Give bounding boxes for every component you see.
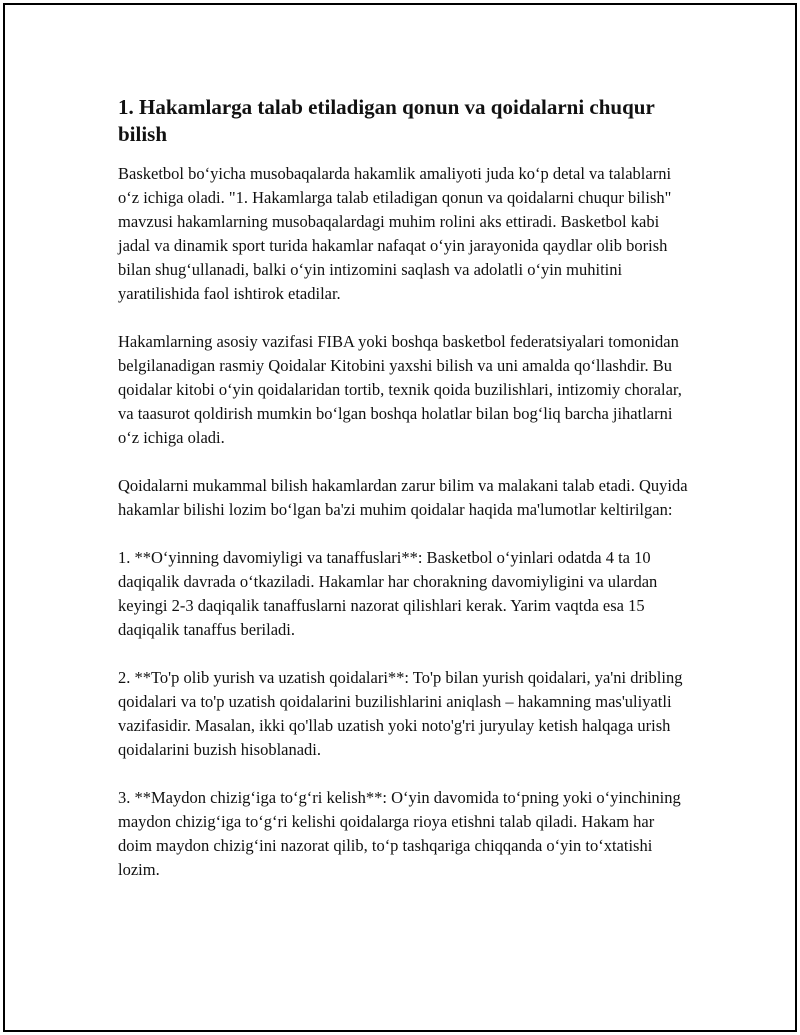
paragraph-rule-2: 2. **To'p olib yurish va uzatish qoidalari**: To'p bilan yurish qoidalari, ya'ni dribling qoidalari va to'p uzatish qoidalarini buzilishlarini aniqlash – hakamning mas'uliyatli vazifasidir. Masalan, ikki qo'llab uzatish yoki noto'g'ri juryulay ketish halqaga urish qoidalarini buzish hisoblanadi. (118, 668, 683, 759)
paragraph-rules-knowledge: Qoidalarni mukammal bilish hakamlardan zarur bilim va malakani talab etadi. Quyida hakamlar bilishi lozim bo‘lgan ba'zi muhim qoidalar haqida ma'lumotlar keltirilgan: (118, 476, 688, 519)
paragraph-rule-3: 3. **Maydon chizig‘iga to‘g‘ri kelish**: O‘yin davomida to‘pning yoki o‘yinchining maydon chizig‘iga to‘g‘ri kelishi qoidalarga rioya etishni talab qiladi. Hakam har doim maydon chizig‘ini nazorat qilib, to‘p tashqariga chiqqanda o‘yin to‘xtatishi lozim. (118, 788, 681, 879)
paragraph-intro: Basketbol bo‘yicha musobaqalarda hakamlik amaliyoti juda ko‘p detal va talablarni o‘z ichiga oladi. "1. Hakamlarga talab etiladigan qonun va qoidalarni chuqur bilish" mavzusi hakamlarning musobaqalardagi muhim rolini aks ettiradi. Basketbol kabi jadal va dinamik sport turida hakamlar nafaqat o‘yin jarayonida qaydlar olib borish bilan shug‘ullanadi, balki o‘yin intizomini saqlash va adolatli o‘yin muhitini yaratilishida faol ishtirok etadilar. (118, 164, 672, 303)
paragraph-main-duty: Hakamlarning asosiy vazifasi FIBA yoki boshqa basketbol federatsiyalari tomonidan belgilanadigan rasmiy Qoidalar Kitobini yaxshi bilish va uni amalda qo‘llashdir. Bu qoidalar kitobi o‘yin qoidalaridan tortib, texnik qoida buzilishlari, intizomiy choralar, va taasurot qoldirish mumkin bo‘lgan boshqa holatlar bilan bog‘liq barcha jihatlarni o‘z ichiga oladi. (118, 332, 682, 447)
document-body (118, 94, 688, 906)
paragraph-rule-1: 1. **O‘yinning davomiyligi va tanaffuslari**: Basketbol o‘yinlari odatda 4 ta 10 daqiqalik davrada o‘tkaziladi. Hakamlar har chorakning davomiyligini va ulardan keyingi 2-3 daqiqalik tanaffuslarni nazorat qilishlari kerak. Yarim vaqtda esa 15 daqiqalik tanaffus beriladi. (118, 548, 658, 639)
section-heading: 1. Hakamlarga talab etiladigan qonun va qoidalarni chuqur bilish (118, 95, 655, 146)
